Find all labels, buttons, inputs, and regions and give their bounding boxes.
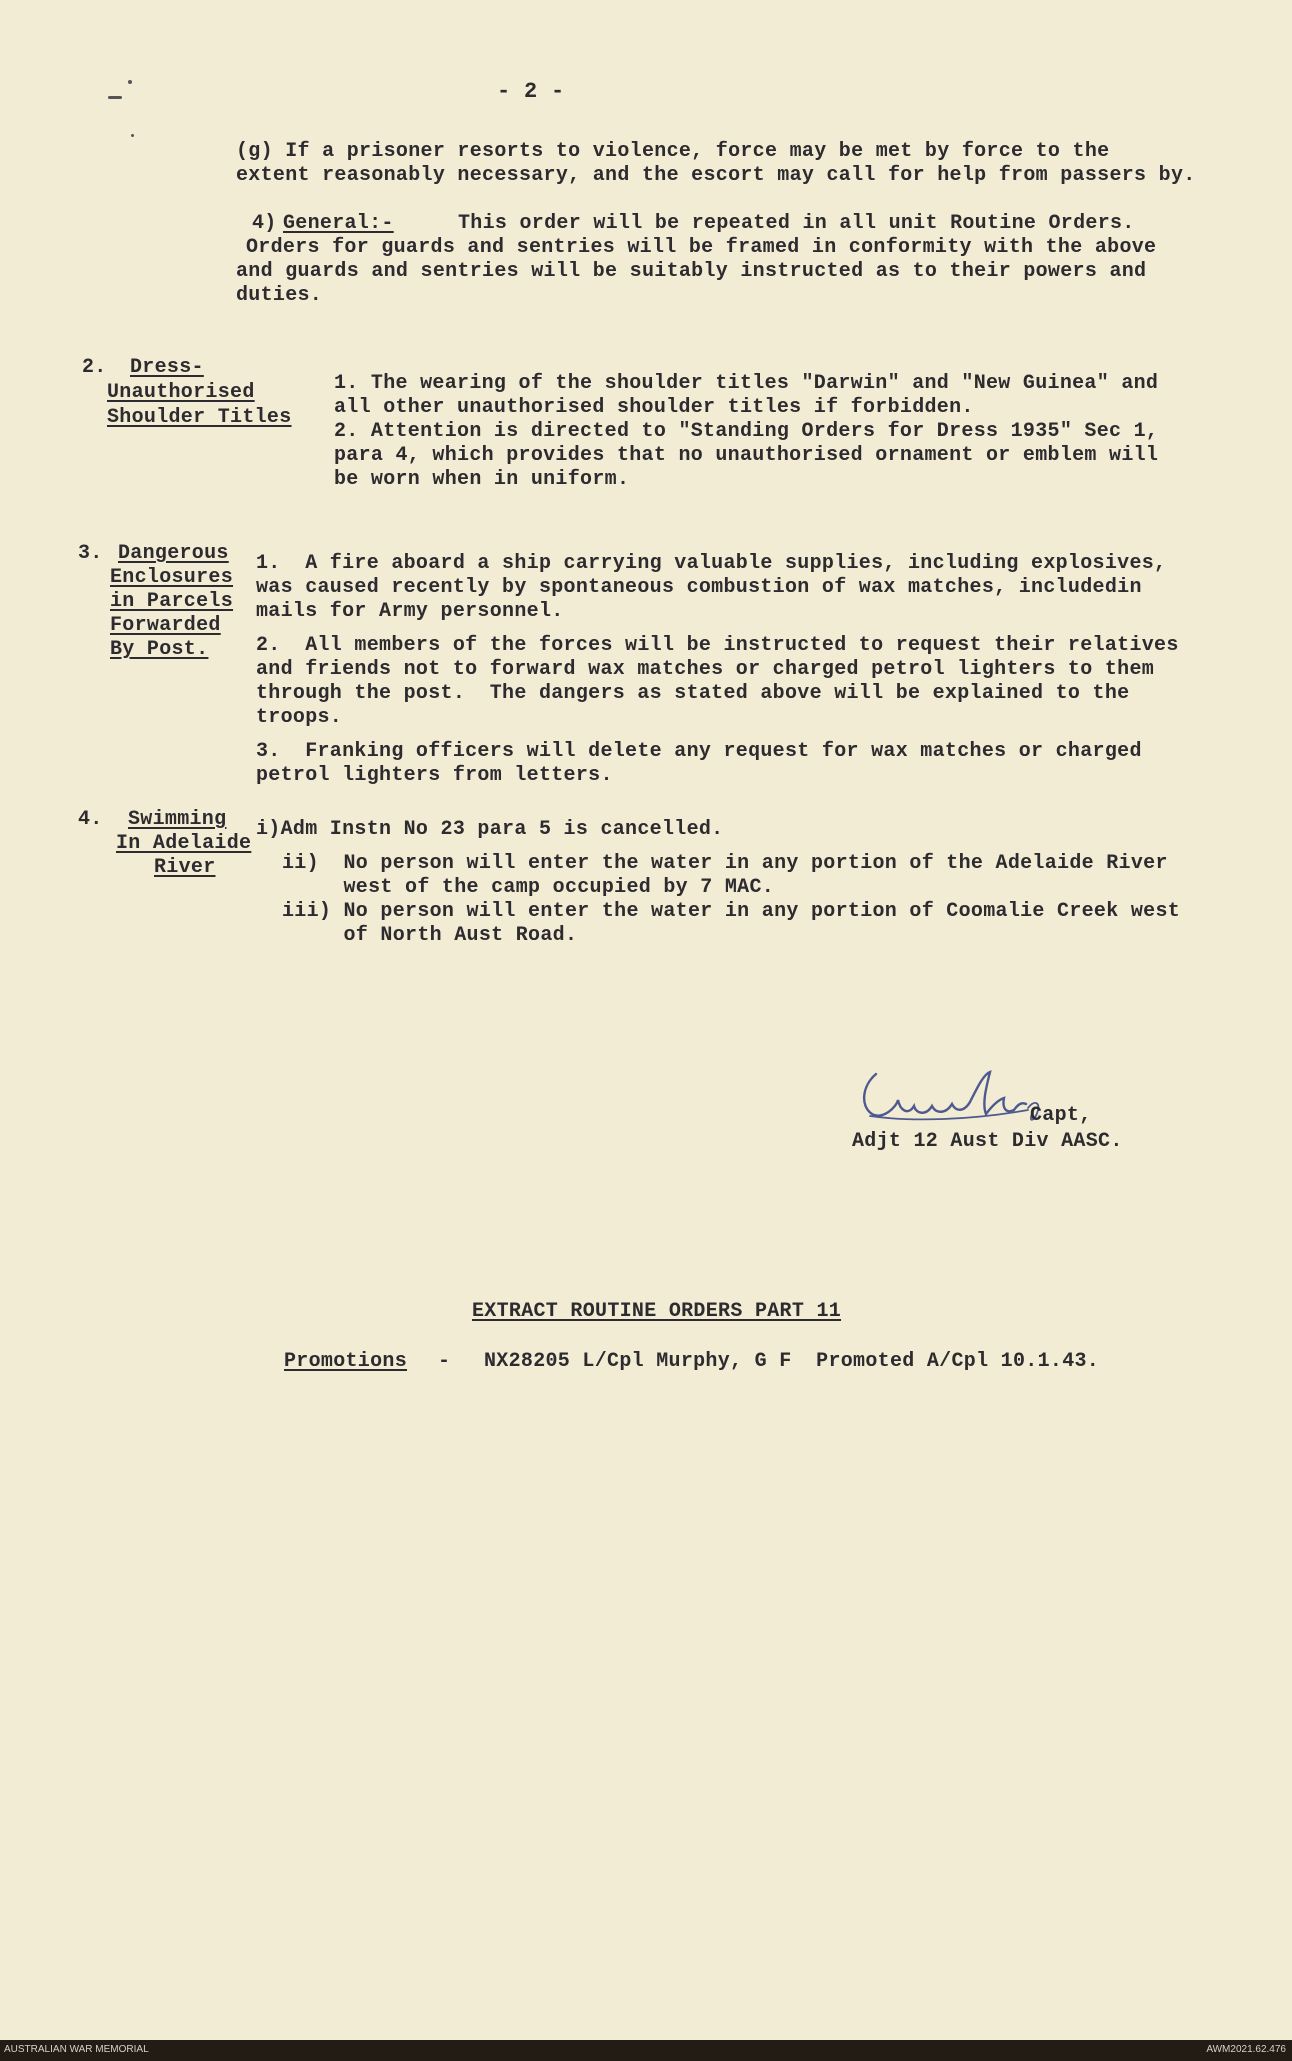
section-4-heading: River xyxy=(154,856,216,879)
section-3-line: and friends not to forward wax matches or charged petrol lighters to them xyxy=(256,658,1155,681)
section-3-line: 3. Franking officers will delete any request for wax matches or charged xyxy=(256,740,1142,763)
section-4-heading: Swimming xyxy=(128,808,227,831)
section-3-line: mails for Army personnel. xyxy=(256,600,564,623)
para-g-line: extent reasonably necessary, and the escort may call for help from passers by. xyxy=(236,164,1196,187)
section-2-heading: Unauthorised xyxy=(107,381,255,404)
section-3-heading: in Parcels xyxy=(110,590,234,613)
section-2-heading: Dress- xyxy=(130,356,204,379)
archive-footer xyxy=(0,2040,1292,2061)
extract-label: Promotions xyxy=(284,1350,408,1373)
section-3-heading: By Post. xyxy=(110,638,209,661)
section-2-number: 2. xyxy=(82,356,107,379)
extract-entry: NX28205 L/Cpl Murphy, G F Promoted A/Cpl 10.1.43. xyxy=(484,1350,1100,1373)
section-3-heading: Enclosures xyxy=(110,566,234,589)
section-2-line: para 4, which provides that no unauthorised ornament or emblem will xyxy=(334,444,1159,467)
section-4-line: west of the camp occupied by 7 MAC. xyxy=(282,876,775,899)
general-heading: General:- xyxy=(283,212,394,235)
signature-appointment: Adjt 12 Aust Div AASC. xyxy=(852,1130,1123,1153)
section-3-line: through the post. The dangers as stated above will be explained to the xyxy=(256,682,1130,705)
section-4-line: iii) No person will enter the water in any portion of Coomalie Creek west xyxy=(282,900,1181,923)
section-4-heading: In Adelaide xyxy=(116,832,252,855)
section-3-line: petrol lighters from letters. xyxy=(256,764,613,787)
section-2-heading: Shoulder Titles xyxy=(107,406,292,429)
section-3-line: was caused recently by spontaneous combustion of wax matches, includedin xyxy=(256,576,1142,599)
section-3-number: 3. xyxy=(78,542,103,565)
paper-mark xyxy=(128,80,132,84)
section-3-heading: Forwarded xyxy=(110,614,221,637)
signature-rank: Capt, xyxy=(1030,1104,1092,1127)
section-3-line: troops. xyxy=(256,706,343,729)
section-4-number: 4. xyxy=(78,808,103,831)
paper-mark xyxy=(108,96,122,99)
footer-accession-number: AWM2021.62.476 xyxy=(1206,2044,1286,2055)
general-line: duties. xyxy=(236,284,323,307)
extract-title: EXTRACT ROUTINE ORDERS PART 11 xyxy=(472,1300,842,1323)
extract-dash: - xyxy=(438,1350,451,1373)
general-line: Orders for guards and sentries will be framed in conformity with the above xyxy=(246,236,1157,259)
section-3-line: 2. All members of the forces will be instructed to request their relatives xyxy=(256,634,1179,657)
footer-archive-name: AUSTRALIAN WAR MEMORIAL xyxy=(4,2044,149,2055)
general-line: This order will be repeated in all unit Routine Orders. xyxy=(458,212,1135,235)
general-number: 4) xyxy=(252,212,277,235)
section-2-line: all other unauthorised shoulder titles if forbidden. xyxy=(334,396,974,419)
section-4-line: of North Aust Road. xyxy=(282,924,578,947)
paper-mark xyxy=(131,134,134,137)
section-4-line: ii) No person will enter the water in any portion of the Adelaide River xyxy=(282,852,1168,875)
page-number: - 2 - xyxy=(497,79,565,104)
para-g-line: (g) If a prisoner resorts to violence, force may be met by force to the xyxy=(236,140,1110,163)
section-2-line: 2. Attention is directed to "Standing Orders for Dress 1935" Sec 1, xyxy=(334,420,1159,443)
section-3-heading: Dangerous xyxy=(118,542,229,565)
section-2-line: 1. The wearing of the shoulder titles "Darwin" and "New Guinea" and xyxy=(334,372,1159,395)
general-line: and guards and sentries will be suitably instructed as to their powers and xyxy=(236,260,1147,283)
section-2-line: be worn when in uniform. xyxy=(334,468,630,491)
section-4-line: i)Adm Instn No 23 para 5 is cancelled. xyxy=(256,818,724,841)
section-3-line: 1. A fire aboard a ship carrying valuable supplies, including explosives, xyxy=(256,552,1167,575)
